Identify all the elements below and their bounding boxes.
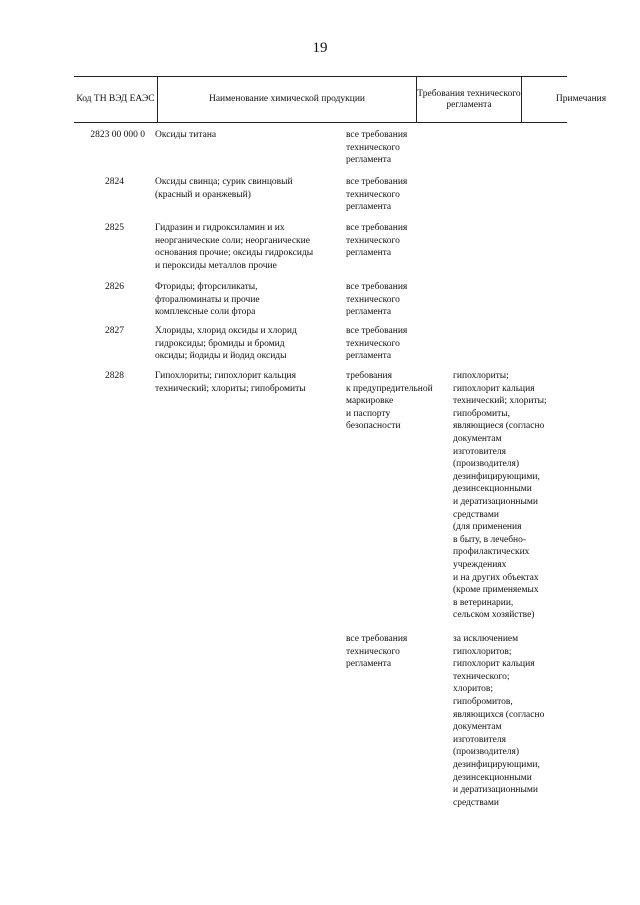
- row-requirements: требования к предупредительной маркировке и паспорту безопасности: [346, 371, 433, 432]
- row-requirements: все требования технического регламента: [346, 177, 408, 213]
- row-notes: за исключением гипохлоритов; гипохлорит кальция технического; хлоритов; гипобромитов, являющихся (согласно документам изготовителя (производителя) дезинфицирующими, дезинсекционными и дератизационными средствами: [453, 634, 545, 808]
- row-code: 2825: [105, 223, 124, 233]
- row-name: Хлориды, хлорид оксиды и хлорид гидроксиды; бромиды и бромид оксиды; йодиды и йодид оксиды: [155, 326, 297, 362]
- row-name: Оксиды титана: [155, 130, 217, 140]
- row-requirements: все требования технического регламента: [346, 223, 408, 259]
- row-notes: гипохлориты; гипохлорит кальция технический; хлориты; гипобромиты, являющиеся (согласно документам изготовителя (производителя) дезинфицирующими, дезинсекционными и дератизационными средствами (для применения в быту, в лечебно- профилактических учреждениях и на других объектах (кроме применяемых в ветеринарии, сельском хозяйстве): [453, 371, 547, 621]
- table-header: [74, 76, 607, 123]
- row-code: 2823 00 000 0: [90, 130, 145, 140]
- header-notes: Примечания: [555, 94, 607, 104]
- row-name: Гипохлориты; гипохлорит кальция технический; хлориты; гипобромиты: [155, 371, 306, 394]
- row-code: 2824: [105, 177, 124, 187]
- row-name: Гидразин и гидроксиламин и их неорганические соли; неорганические основания прочие; оксиды гидроксиды и пероксиды металлов прочие: [155, 223, 314, 271]
- row-requirements: все требования технического регламента: [346, 130, 408, 166]
- row-requirements: все требования технического регламента: [346, 282, 408, 318]
- row-name: Оксиды свинца; сурик свинцовый (красный и оранжевый): [155, 177, 293, 200]
- row-code: 2826: [105, 282, 124, 292]
- header-code: Код ТН ВЭД ЕАЭС: [76, 94, 155, 104]
- row-code: 2828: [105, 371, 124, 381]
- row-code: 2827: [105, 326, 124, 336]
- row-name: Фториды; фторсиликаты, фторалюминаты и прочие комплексные соли фтора: [155, 282, 260, 318]
- row-requirements: все требования технического регламента: [346, 326, 408, 362]
- page-number: 19: [312, 40, 328, 56]
- row-requirements: все требования технического регламента: [346, 634, 408, 670]
- header-name: Наименование химической продукции: [208, 94, 366, 104]
- header-requirements: Требования технического регламента: [417, 88, 521, 110]
